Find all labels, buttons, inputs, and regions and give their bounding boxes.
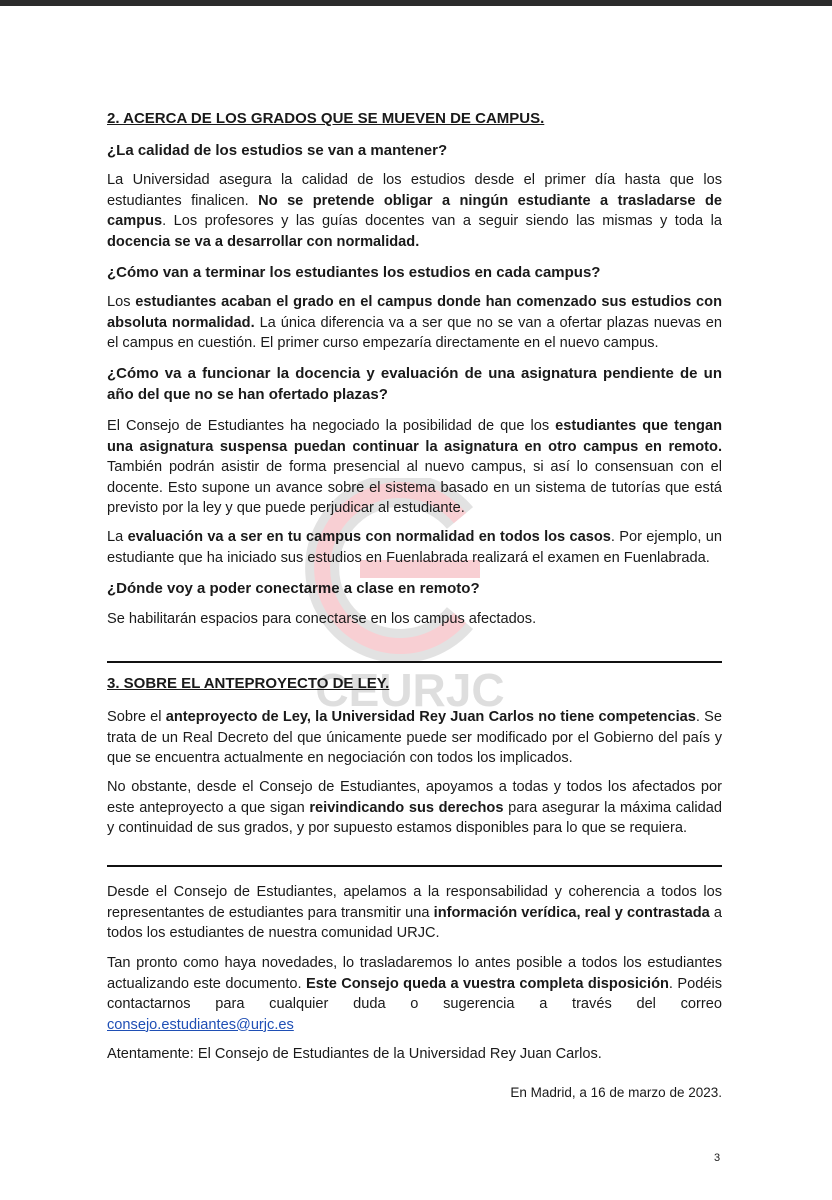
watermark-text: CEURJC <box>315 664 505 716</box>
section-2-heading: 2. ACERCA DE LOS GRADOS QUE SE MUEVEN DE CAMPUS. <box>107 110 545 127</box>
paragraph-responsibility: Desde el Consejo de Estudiantes, apelamos a la responsabilidad y coherencia a todos los representantes de estudiantes para transmitir una información verídica, real y contrastada a todos los estudiantes de nuestra comunidad URJC. <box>107 884 723 941</box>
paragraph-law-support: No obstante, desde el Consejo de Estudiantes, apoyamos a todas y todos los afectados por este anteproyecto a que sigan reivindicando sus derechos para asegurar la máxima calidad y continuidad de sus grados, y por supuesto estamos disponibles para lo que se requiera. <box>107 779 722 836</box>
contact-email-link[interactable]: consejo.estudiantes@urjc.es <box>107 1016 294 1033</box>
signature: Atentamente: El Consejo de Estudiantes de la Universidad Rey Juan Carlos. <box>107 1046 602 1062</box>
paragraph-remote-class: Se habilitarán espacios para conectarse en los campus afectados. <box>107 611 537 627</box>
paragraph-pending-subject: El Consejo de Estudiantes ha negociado la posibilidad de que los estudiantes que tengan una asignatura suspensa puedan continuar la asignatura en otro campus en remoto. También podrán asistir de forma presencial al nuevo campus, si así lo consensuan con el docente. Esto supone un avance sobre el sistema basado en un sistema de tutorías que está previsto por la ley y que puede perjudicar al estudiante. <box>107 418 722 516</box>
question-finish-studies: ¿Cómo van a terminar los estudiantes los estudios en cada campus? <box>107 264 601 281</box>
paragraph-finish-studies: Los estudiantes acaban el grado en el campus donde han comenzado sus estudios con absoluta normalidad. La única diferencia va a ser que no se van a ofertar plazas nuevas en el campus en cuestión. El primer curso empezaría directamente en el nuevo campus. <box>107 294 722 351</box>
section-3-heading: 3. SOBRE EL ANTEPROYECTO DE LEY. <box>107 675 390 692</box>
question-pending-subject: ¿Cómo va a funcionar la docencia y evaluación de una asignatura pendiente de un año del que no se han ofertado plazas? <box>107 365 722 403</box>
divider-1 <box>107 661 722 663</box>
paragraph-law-competence: Sobre el anteproyecto de Ley, la Universidad Rey Juan Carlos no tiene competencias. Se trata de un Real Decreto del que únicamente puede ser modificado por el Gobierno del país y que se encuentra actualmente en negociación con todos los implicados. <box>107 709 722 766</box>
paragraph-evaluation: La evaluación va a ser en tu campus con normalidad en todos los casos. Por ejemplo, un estudiante que ha iniciado sus estudios en Fuenlabrada realizará el examen en Fuenlabrada. <box>107 529 722 566</box>
page-number: 3 <box>714 1152 721 1164</box>
date-line: En Madrid, a 16 de marzo de 2023. <box>510 1085 722 1100</box>
top-dark-bar <box>0 0 832 6</box>
paragraph-contact: Tan pronto como haya novedades, lo trasladaremos lo antes posible a todos los estudiantes actualizando este documento. Este Consejo queda a vuestra completa disposición. Podéis contactarnos para cualquier duda o sugerencia a través del correo consejo.estudiantes@urjc.es <box>107 955 722 1033</box>
divider-2 <box>107 865 722 867</box>
question-remote-class: ¿Dónde voy a poder conectarme a clase en remoto? <box>107 580 480 597</box>
question-quality: ¿La calidad de los estudios se van a mantener? <box>107 142 448 159</box>
paragraph-quality: La Universidad asegura la calidad de los estudios desde el primer día hasta que los estudiantes finalicen. No se pretende obligar a ningún estudiante a trasladarse de campus. Los profesores y las guías docentes van a seguir siendo las mismas y toda la docencia se va a desarrollar con normalidad. <box>107 172 722 250</box>
